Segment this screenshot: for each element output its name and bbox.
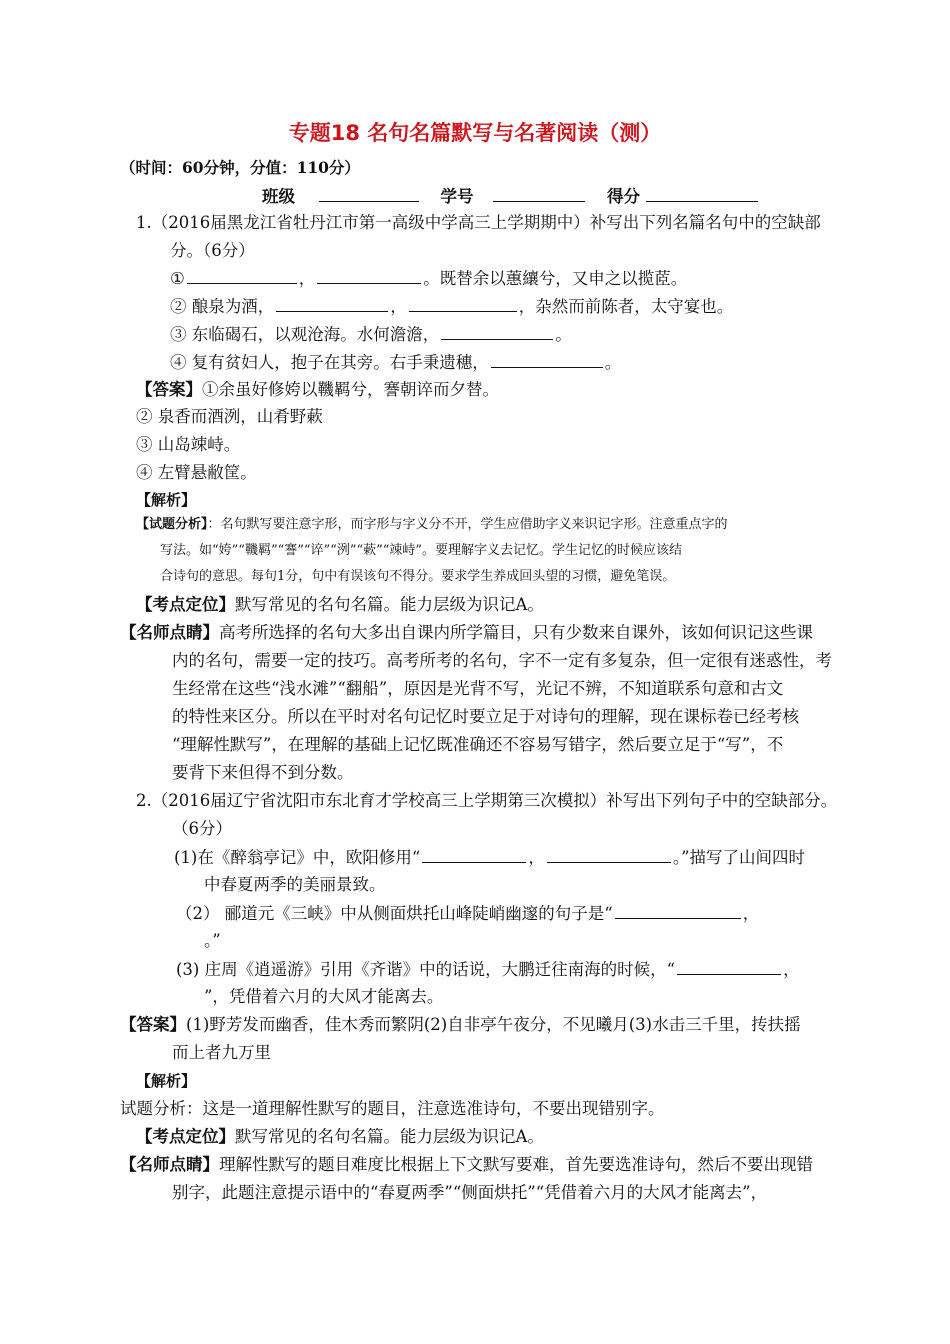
q1-item2-comma: ， [390, 297, 407, 316]
q2-answer [120, 1013, 801, 1037]
q1-mingshi-text1: 高考所选择的名句大多出自课内所学篇目，只有少数来自课外，该如何识记这些课 [219, 623, 813, 642]
q1-analysis-text1: ：名句默写要注意字形，而字形与字义分不开，学生应借助字义来识记字形。注意重点字的 [207, 517, 728, 532]
q1-item3-prefix: ③ 东临碣石，以观沧海。水何澹澹， [170, 325, 440, 344]
q1-analysis-line3: 合诗句的意思。每句1分，句中有误该句不得分。要求学生养成回头望的习惯，避免笔误。 [160, 569, 676, 584]
q1-mingshi-line5: “理解性默写”，在理解的基础上记忆既准确还不容易写错字，然后要立足于“写”，不 [172, 735, 784, 754]
q1-mingshi-line2: 内的名句，需要一定的技巧。高考所考的名句，字不一定有多复杂，但一定很有迷惑性，考 [172, 651, 832, 670]
q1-stem-line1: 1.（2016届黑龙江省牡丹江市第一高级中学高三上学期期中）补写出下列名篇名句中的空缺部 [136, 213, 821, 232]
q2-mingshi-line2: 别字，此题注意提示语中的“春夏两季”“侧面烘托”“凭借着六月的大风才能离去”， [172, 1183, 768, 1202]
q1-analysis-line1 [136, 515, 728, 535]
q1-mingshi-line3: 生经常在这些“浅水滩”“翻船”，原因是光背不写，光记不辨，不知道联系句意和古文 [172, 679, 784, 698]
id-blank [493, 184, 585, 202]
header-fields [262, 184, 760, 209]
q1-item1-suffix: 。既替余以蕙纕兮，又申之以揽茝。 [423, 269, 688, 288]
q2-item2-suffix: ， [742, 904, 760, 923]
q1-answer [136, 378, 499, 402]
q1-item4-suffix: 。 [604, 353, 622, 372]
q2-item1 [174, 845, 805, 870]
q2-item1-suffix: 。”描写了山间四时 [672, 848, 805, 867]
score-label: 得分 [607, 187, 640, 206]
q1-mingshi-line1 [120, 621, 813, 645]
time-score-meta: （时间：60分钟，分值：110分） [120, 158, 360, 177]
q2-answer-1: (1)野芳发而幽香，佳木秀而繁阴(2)自非亭午夜分，不见曦月(3)水击三千里，抟扶摇 [186, 1015, 801, 1034]
q2-stem-line2: （6分） [172, 819, 232, 838]
q1-item2-blank-a [276, 294, 388, 312]
q1-answer-3: ③ 山岛竦峙。 [136, 435, 241, 454]
document-title: 专题18 名句名篇默写与名著阅读（测） [288, 121, 662, 145]
q1-item1-blank-a [187, 266, 297, 284]
q1-mingshi-line4: 的特性来区分。所以在平时对名句记忆时要立足于对诗句的理解，现在课标卷已经考核 [172, 707, 799, 726]
q2-item1-blank-b [547, 845, 671, 863]
q1-analysis-subtag: 【试题分析】 [136, 517, 208, 532]
q1-mingshi-tag: 【名师点睛】 [120, 623, 219, 642]
q2-mingshi-tag: 【名师点睛】 [120, 1155, 219, 1174]
q1-item2 [170, 294, 733, 319]
q2-analysis-tag: 【解析】 [136, 1072, 197, 1090]
q2-item2-cont: 。” [204, 931, 221, 950]
q1-item1-comma: ， [298, 269, 316, 288]
q1-item4 [170, 350, 621, 375]
q2-item1-comma: ， [528, 848, 545, 867]
q1-analysis-tag: 【解析】 [136, 491, 197, 509]
q2-kaodian-tag: 【考点定位】 [136, 1127, 235, 1146]
q1-mingshi-line6: 要背下来但得不到分数。 [172, 763, 354, 782]
q2-mingshi-line1 [120, 1153, 813, 1177]
q2-item3-cont: ”，凭借着六月的大风才能离去。 [204, 987, 444, 1006]
q1-item2-suffix: ，杂然而前陈者，太守宴也。 [518, 297, 734, 316]
class-label: 班级 [262, 187, 295, 206]
q1-item3 [170, 322, 572, 347]
q2-stem-line1: 2.（2016届辽宁省沈阳市东北育才学校高三上学期第三次模拟）补写出下列句子中的空缺部分。 [136, 791, 838, 810]
id-label: 学号 [440, 187, 474, 206]
score-blank [646, 184, 758, 202]
q2-kaodian [136, 1125, 544, 1149]
q2-answer-2: 而上者九万里 [172, 1043, 271, 1062]
q1-item1 [170, 266, 687, 291]
q1-item4-blank [491, 350, 603, 368]
q1-answer-2: ② 泉香而酒洌，山肴野蔌 [136, 407, 323, 426]
q2-item2-blank [615, 901, 741, 919]
q2-analysis: 试题分析：这是一道理解性默写的题目，注意选准诗句，不要出现错别字。 [120, 1099, 665, 1118]
q1-item2-prefix: ② 酿泉为酒， [170, 297, 275, 316]
q1-answer-tag: 【答案】 [136, 380, 202, 399]
q1-answer-4: ④ 左臂悬敝筐。 [136, 463, 257, 482]
q2-item3-prefix: (3) 庄周《逍遥游》引用《齐谐》中的话说，大鹏迁往南海的时候，“ [176, 960, 676, 979]
q1-item3-suffix: 。 [555, 325, 572, 344]
q1-answer-1: ①余虽好修姱以鞿羁兮，謇朝谇而夕替。 [202, 380, 499, 399]
q1-item2-blank-b [409, 294, 517, 312]
q2-item3-blank [677, 957, 781, 975]
q1-item1-prefix: ① [170, 269, 185, 288]
q2-answer-tag: 【答案】 [120, 1015, 186, 1034]
q1-kaodian-text: 默写常见的名句名篇。能力层级为识记A。 [235, 595, 544, 614]
q2-item1-prefix: (1)在《醉翁亭记》中，欧阳修用“ [174, 848, 421, 867]
q2-kaodian-text: 默写常见的名句名篇。能力层级为识记A。 [235, 1127, 544, 1146]
q1-item4-prefix: ④ 复有贫妇人，抱子在其旁。右手秉遗穗， [170, 353, 489, 372]
q2-item2-prefix: （2） 郦道元《三峡》中从侧面烘托山峰陡峭幽邃的句子是“ [176, 904, 613, 923]
q1-item3-blank [441, 322, 553, 340]
q2-mingshi-text1: 理解性默写的题目难度比根据上下文默写要难，首先要选准诗句，然后不要出现错 [219, 1155, 813, 1174]
q2-item1-blank-a [422, 845, 526, 863]
q1-analysis-line2: 写法。如“姱”“鞿羁”“謇”“谇”“洌”“蔌”“竦峙”。要理解字义去记忆。学生记忆的时候应该结 [160, 543, 683, 558]
q1-item1-blank-b [317, 266, 421, 284]
q1-kaodian-tag: 【考点定位】 [136, 595, 235, 614]
q1-stem-line2: 分。（6分） [170, 241, 255, 260]
q1-kaodian [136, 593, 544, 617]
class-blank [319, 184, 419, 202]
q2-item1-cont: 中春夏两季的美丽景致。 [204, 875, 386, 894]
q2-item2 [176, 901, 759, 926]
q2-item3-suffix: ， [783, 960, 800, 979]
q2-item3 [176, 957, 800, 982]
